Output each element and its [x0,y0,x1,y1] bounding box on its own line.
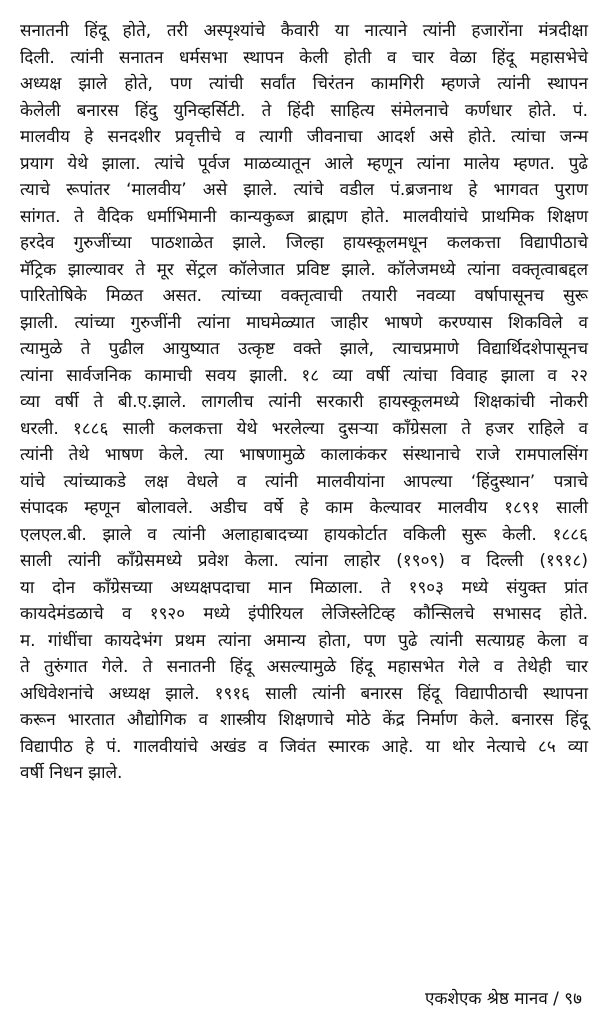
text-line: मालवीय हे सनदशीर प्रवृत्तीचे व त्यागी जीवनाचा आदर्श असे होते. त्यांचा जन्म [20,127,588,147]
text-line: व्या वर्षी ते बी.ए.झाले. लागलीच त्यांनी सरकारी हायस्कूलमध्ये शिक्षकांची नोकरी [20,392,588,412]
text-line: अध्यक्ष झाले होते, पण त्यांची सर्वांत चिरंतन कामगिरी म्हणजे त्यांनी स्थापन [20,74,588,94]
text-line: त्यामुळे ते पुढील आयुष्यात उत्कृष्ट वक्ते झाले, त्याचप्रमाणे विद्यार्थिदशेपासूनच [20,339,588,359]
body-text [20,18,588,787]
text-line: सांगत. ते वैदिक धर्माभिमानी कान्यकुब्ज ब्राह्मण होते. मालवीयांचे प्राथमिक शिक्षण [20,206,588,227]
text-line: केलेली बनारस हिंदु युनिव्हर्सिटी. ते हिंदी साहित्य संमेलनाचे कर्णधार होते. पं. [20,100,588,121]
text-line: त्यांना सार्वजनिक कामाची सवय झाली. १८ व्या वर्षी त्यांचा विवाह झाला व २२ [20,365,588,386]
text-line: विद्यापीठ हे पं. गालवीयांचे अखंड व जिवंत स्मारक आहे. या थोर नेत्याचे ८५ व्या [20,736,588,757]
text-line: धरली. १८८६ साली कलकत्ता येथे भरलेल्या दुसऱ्या काँग्रेसला ते हजर राहिले व [20,418,588,439]
text-line: हरदेव गुरुजींच्या पाठशाळेत झाले. जिल्हा हायस्कूलमधून कलकत्ता विद्यापीठाचे [20,233,588,253]
text-line: झाली. त्यांच्या गुरुजींनी त्यांना माघमेळ्यात जाहीर भाषणे करण्यास शिकविले व [20,312,588,333]
text-line: एलएल.बी. झाले व त्यांनी अलाहाबादच्या हायकोर्टात वकिली सुरू केली. १८८६ [20,524,588,545]
page-footer: एकशेएक श्रेष्ठ मानव / ९७ [424,989,582,1009]
text-line: साली त्यांनी काँग्रेसमध्ये प्रवेश केला. त्यांना लाहोर (१९०९) व दिल्ली (१९१८) [20,551,588,571]
text-line: मॅट्रिक झाल्यावर ते मूर सेंट्रल कॉलेजात प्रविष्ट झाले. कॉलेजमध्ये त्यांना वक्तृत्वाबद्दल [20,259,588,280]
text-line: कायदेमंडळाचे व १९२० मध्ये इंपीरियल लेजिस्लेटिव्ह कौन्सिलचे सभासद होते. [20,604,588,624]
text-line: या दोन काँग्रेसच्या अध्यक्षपदाचा मान मिळाला. ते १९०३ मध्ये संयुक्त प्रांत [20,577,588,598]
text-line: पारितोषिके मिळत असत. त्यांच्या वक्तृत्वाची तयारी नवव्या वर्षापासूनच सुरू [20,286,588,306]
text-line: प्रयाग येथे झाला. त्यांचे पूर्वज माळव्यातून आले म्हणून त्यांना मालेय म्हणत. पुढे [20,153,588,174]
text-line: त्याचे रूपांतर ‘मालवीय’ असे झाले. त्यांचे वडील पं.ब्रजनाथ हे भागवत पुराण [20,180,588,200]
text-line: दिली. त्यांनी सनातन धर्मसभा स्थापन केली होती व चार वेळा हिंदू महासभेचे [20,47,588,68]
text-line: सनातनी हिंदू होते, तरी अस्पृश्यांचे कैवारी या नात्याने त्यांनी हजारोंना मंत्रदीक्षा [20,21,588,41]
text-line: करून भारतात औद्योगिक व शास्त्रीय शिक्षणाचे मोठे केंद्र निर्माण केले. बनारस हिंदू [20,710,588,730]
text-line: ते तुरुंगात गेले. ते सनातनी हिंदू असल्यामुळे हिंदू महासभेत गेले व तेथेही चार [20,657,588,677]
text-line: त्यांनी तेथे भाषण केले. त्या भाषणामुळे कालाकंकर संस्थानाचे राजे रामपालसिंग [20,445,588,465]
text-line: म. गांधींचा कायदेभंग प्रथम त्यांना अमान्य होता, पण पुढे त्यांनी सत्याग्रह केला व [20,630,588,651]
text-line: यांचे त्यांच्याकडे लक्ष वेधले व त्यांनी मालवीयांना आपल्या ‘हिंदुस्थान’ पत्राचे [20,471,588,492]
text-line: संपादक म्हणून बोलावले. अडीच वर्षे हे काम केल्यावर मालवीय १८९१ साली [20,498,588,518]
text-line-last: वर्षी निधन झाले. [20,763,123,783]
text-line: अधिवेशनांचे अध्यक्ष झाले. १९१६ साली त्यांनी बनारस हिंदू विद्यापीठाची स्थापना [20,683,588,704]
